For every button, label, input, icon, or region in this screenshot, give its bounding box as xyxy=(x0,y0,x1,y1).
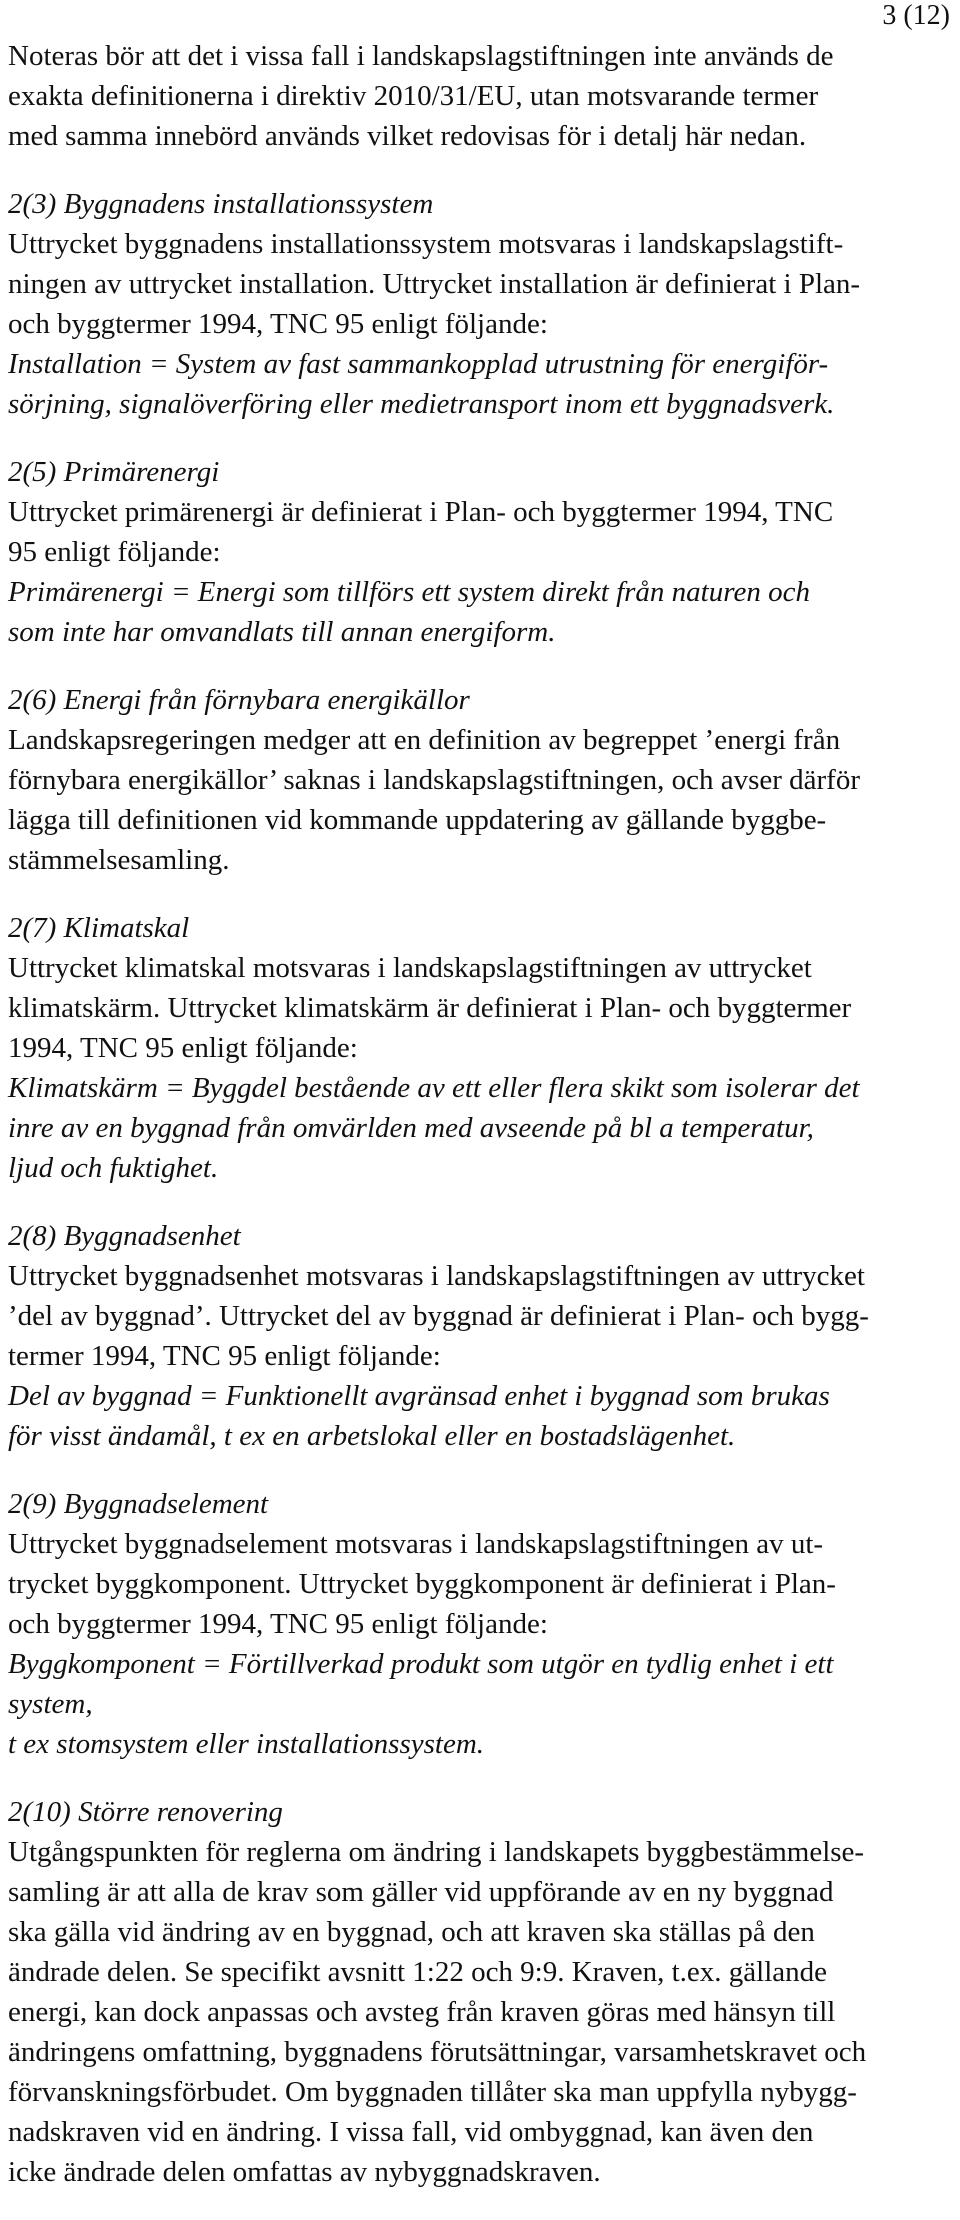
text-line: Uttrycket byggnadsenhet motsvaras i landskapslagstiftningen av uttrycket xyxy=(8,1260,865,1292)
text-line: termer 1994, TNC 95 enligt följande: xyxy=(8,1340,441,1372)
section-byggnadsenhet xyxy=(8,1216,952,1456)
text-line: Landskapsregeringen medger att en definition av begreppet ’energi från xyxy=(8,724,841,756)
text-line: ningen av uttrycket installation. Uttrycket installation är definierat i Plan- xyxy=(8,268,861,300)
text-line: ska gälla vid ändring av en byggnad, och att kraven ska ställas på den xyxy=(8,1916,815,1948)
intro-paragraph xyxy=(8,36,952,156)
text-line: förvanskningsförbudet. Om byggnaden tillåter ska man uppfylla nybygg- xyxy=(8,2076,857,2108)
section-heading: 2(9) Byggnadselement xyxy=(8,1488,269,1520)
text-line: exakta definitionerna i direktiv 2010/31/EU, utan motsvarande termer xyxy=(8,80,819,112)
text-line: och byggtermer 1994, TNC 95 enligt följande: xyxy=(8,308,548,340)
text-line: klimatskärm. Uttrycket klimatskärm är definierat i Plan- och byggtermer xyxy=(8,992,852,1024)
text-line: stämmelsesamling. xyxy=(8,844,230,876)
text-line: nadskraven vid en ändring. I vissa fall, vid ombyggnad, kan även den xyxy=(8,2116,814,2148)
text-line: ’del av byggnad’. Uttrycket del av byggnad är definierat i Plan- och bygg- xyxy=(8,1300,869,1332)
text-line: Uttrycket byggnadselement motsvaras i landskapslagstiftningen av ut- xyxy=(8,1528,824,1560)
text-line: 95 enligt följande: xyxy=(8,536,221,568)
text-line: Uttrycket primärenergi är definierat i Plan- och byggtermer 1994, TNC xyxy=(8,496,834,528)
section-klimatskal xyxy=(8,908,952,1188)
definition-line: system, xyxy=(8,1688,93,1720)
document-body xyxy=(8,36,952,2220)
section-heading: 2(5) Primärenergi xyxy=(8,456,220,488)
definition-line: inre av en byggnad från omvärlden med avseende på bl a temperatur, xyxy=(8,1112,814,1144)
definition-line: Del av byggnad = Funktionellt avgränsad enhet i byggnad som brukas xyxy=(8,1380,830,1412)
section-heading: 2(3) Byggnadens installationssystem xyxy=(8,188,434,220)
definition-line: Installation = System av fast sammankopplad utrustning för energiför- xyxy=(8,348,829,380)
text-line: lägga till definitionen vid kommande uppdatering av gällande byggbe- xyxy=(8,804,827,836)
section-heading: 2(10) Större renovering xyxy=(8,1796,283,1828)
text-line: ändrade delen. Se specifikt avsnitt 1:22 och 9:9. Kraven, t.ex. gällande xyxy=(8,1956,827,1988)
text-line: med samma innebörd används vilket redovisas för i detalj här nedan. xyxy=(8,120,807,152)
section-heading: 2(7) Klimatskal xyxy=(8,912,190,944)
page-number: 3 (12) xyxy=(882,0,950,31)
text-line: Utgångspunkten för reglerna om ändring i landskapets byggbestämmelse- xyxy=(8,1836,865,1868)
definition-line: sörjning, signalöverföring eller medietransport inom ett byggnadsverk. xyxy=(8,388,835,420)
text-line: trycket byggkomponent. Uttrycket byggkomponent är definierat i Plan- xyxy=(8,1568,836,1600)
section-fornybara-energikallor xyxy=(8,680,952,880)
text-line: icke ändrade delen omfattas av nybyggnadskraven. xyxy=(8,2156,601,2188)
definition-line: som inte har omvandlats till annan energiform. xyxy=(8,616,556,648)
text-line: Noteras bör att det i vissa fall i landskapslagstiftningen inte används de xyxy=(8,40,834,72)
definition-line: för visst ändamål, t ex en arbetslokal eller en bostadslägenhet. xyxy=(8,1420,736,1452)
section-heading: 2(6) Energi från förnybara energikällor xyxy=(8,684,470,716)
text-line: ändringens omfattning, byggnadens förutsättningar, varsamhetskravet och xyxy=(8,2036,867,2068)
text-line: energi, kan dock anpassas och avsteg från kraven göras med hänsyn till xyxy=(8,1996,836,2028)
text-line: och byggtermer 1994, TNC 95 enligt följande: xyxy=(8,1608,548,1640)
text-line: Uttrycket byggnadens installationssystem motsvaras i landskapslagstift- xyxy=(8,228,844,260)
definition-line: ljud och fuktighet. xyxy=(8,1152,219,1184)
text-line: Uttrycket klimatskal motsvaras i landskapslagstiftningen av uttrycket xyxy=(8,952,812,984)
section-byggnadselement xyxy=(8,1484,952,1764)
text-line: 1994, TNC 95 enligt följande: xyxy=(8,1032,358,1064)
definition-line: t ex stomsystem eller installationssystem. xyxy=(8,1728,485,1760)
text-line: förnybara energikällor’ saknas i landskapslagstiftningen, och avser därför xyxy=(8,764,860,796)
section-primarenergi xyxy=(8,452,952,652)
section-storre-renovering xyxy=(8,1792,952,2192)
definition-line: Klimatskärm = Byggdel bestående av ett eller flera skikt som isolerar det xyxy=(8,1072,860,1104)
definition-line: Primärenergi = Energi som tillförs ett system direkt från naturen och xyxy=(8,576,810,608)
section-installationssystem xyxy=(8,184,952,424)
text-line: samling är att alla de krav som gäller vid uppförande av en ny byggnad xyxy=(8,1876,834,1908)
definition-line: Byggkomponent = Förtillverkad produkt som utgör en tydlig enhet i ett xyxy=(8,1648,834,1680)
section-heading: 2(8) Byggnadsenhet xyxy=(8,1220,241,1252)
